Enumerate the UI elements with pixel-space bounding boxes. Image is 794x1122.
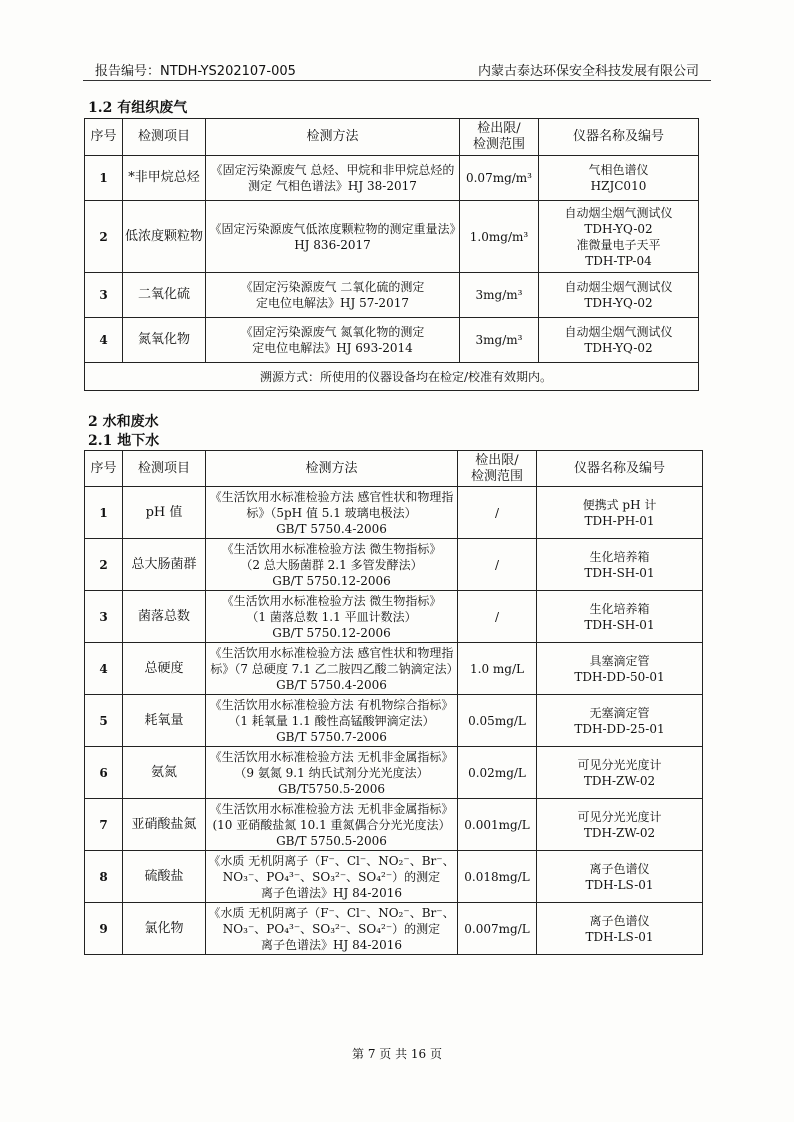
column-header: 仪器名称及编号 xyxy=(539,119,699,156)
test-method: 《水质 无机阴离子（F⁻、Cl⁻、NO₂⁻、Br⁻、NO₃⁻、PO₄³⁻、SO₃²⁻、SO₄²⁻）的测定 离子色谱法》HJ 84-2016 xyxy=(206,851,458,903)
test-item: 氯化物 xyxy=(123,903,206,955)
detection-limit: 0.007mg/L xyxy=(458,903,537,955)
row-number: 6 xyxy=(85,747,123,799)
instrument: 自动烟尘烟气测试仪 TDH-YQ-02 xyxy=(539,318,699,363)
table-row xyxy=(85,487,703,539)
table-row xyxy=(85,273,699,318)
instrument: 离子色谱仪 TDH-LS-01 xyxy=(537,851,703,903)
company-name: 内蒙古泰达环保安全科技发展有限公司 xyxy=(477,64,699,79)
page-number: 第 7 页 共 16 页 xyxy=(352,1047,442,1061)
table-row xyxy=(85,201,699,273)
table-row xyxy=(85,747,703,799)
row-number: 2 xyxy=(85,539,123,591)
detection-limit: / xyxy=(458,591,537,643)
row-number: 5 xyxy=(85,695,123,747)
section-title-groundwater: 2.1 地下水 xyxy=(88,433,160,449)
test-item: 氨氮 xyxy=(123,747,206,799)
test-method: 《固定污染源废气低浓度颗粒物的测定重量法》HJ 836-2017 xyxy=(206,201,460,273)
section-title-water: 2 水和废水 xyxy=(88,414,159,430)
column-header: 检测项目 xyxy=(123,451,206,487)
instrument: 自动烟尘烟气测试仪 TDH-YQ-02 xyxy=(539,273,699,318)
instrument: 气相色谱仪 HZJC010 xyxy=(539,156,699,201)
row-number: 3 xyxy=(85,273,123,318)
column-header: 序号 xyxy=(85,119,123,156)
test-method: 《生活饮用水标准检验方法 有机物综合指标》（1 耗氧量 1.1 酸性高锰酸钾滴定法） GB/T 5750.7-2006 xyxy=(206,695,458,747)
table-row xyxy=(85,903,703,955)
detection-limit: 1.0mg/m³ xyxy=(460,201,539,273)
test-method: 《生活饮用水标准检验方法 无机非金属指标》（9 氨氮 9.1 纳氏试剂分光光度法） GB/T5750.5-2006 xyxy=(206,747,458,799)
column-header: 序号 xyxy=(85,451,123,487)
page-header xyxy=(83,58,711,81)
traceability-note: 溯源方式：所使用的仪器设备均在检定/校准有效期内。 xyxy=(85,363,699,391)
table-header-row xyxy=(85,119,699,156)
column-header: 检测项目 xyxy=(123,119,206,156)
row-number: 7 xyxy=(85,799,123,851)
test-item: 氮氧化物 xyxy=(123,318,206,363)
instrument: 自动烟尘烟气测试仪 TDH-YQ-02 准微量电子天平 TDH-TP-04 xyxy=(539,201,699,273)
table-row xyxy=(85,695,703,747)
test-item: pH 值 xyxy=(123,487,206,539)
test-item: 总大肠菌群 xyxy=(123,539,206,591)
detection-limit: 0.001mg/L xyxy=(458,799,537,851)
row-number: 4 xyxy=(85,643,123,695)
table-row xyxy=(85,156,699,201)
column-header: 检测方法 xyxy=(206,451,458,487)
table-row xyxy=(85,643,703,695)
instrument: 便携式 pH 计 TDH-PH-01 xyxy=(537,487,703,539)
test-method: 《生活饮用水标准检验方法 无机非金属指标》(10 亚硝酸盐氮 10.1 重氮偶合分光光度法）GB/T 5750.5-2006 xyxy=(206,799,458,851)
instrument: 生化培养箱 TDH-SH-01 xyxy=(537,591,703,643)
test-item: 硫酸盐 xyxy=(123,851,206,903)
table-header-row xyxy=(85,451,703,487)
table-row xyxy=(85,539,703,591)
organized-exhaust-table xyxy=(84,118,699,391)
traceability-row xyxy=(85,363,699,391)
detection-limit: 1.0 mg/L xyxy=(458,643,537,695)
row-number: 3 xyxy=(85,591,123,643)
groundwater-table xyxy=(84,450,703,955)
test-item: 亚硝酸盐氮 xyxy=(123,799,206,851)
instrument: 可见分光光度计 TDH-ZW-02 xyxy=(537,747,703,799)
row-number: 8 xyxy=(85,851,123,903)
row-number: 4 xyxy=(85,318,123,363)
column-header: 检出限/ 检测范围 xyxy=(458,451,537,487)
detection-limit: / xyxy=(458,487,537,539)
column-header: 检出限/ 检测范围 xyxy=(460,119,539,156)
section-title-organized-exhaust: 1.2 有组织废气 xyxy=(88,100,188,116)
column-header: 仪器名称及编号 xyxy=(537,451,703,487)
table-row xyxy=(85,318,699,363)
detection-limit: 0.018mg/L xyxy=(458,851,537,903)
test-item: *非甲烷总烃 xyxy=(123,156,206,201)
test-method: 《生活饮用水标准检验方法 微生物指标》 （1 菌落总数 1.1 平皿计数法） GB/T 5750.12-2006 xyxy=(206,591,458,643)
test-method: 《固定污染源废气 总烃、甲烷和非甲烷总烃的测定 气相色谱法》HJ 38-2017 xyxy=(206,156,460,201)
test-method: 《生活饮用水标准检验方法 微生物指标》 （2 总大肠菌群 2.1 多管发酵法） GB/T 5750.12-2006 xyxy=(206,539,458,591)
instrument: 离子色谱仪 TDH-LS-01 xyxy=(537,903,703,955)
table-row xyxy=(85,591,703,643)
row-number: 1 xyxy=(85,156,123,201)
instrument: 无塞滴定管 TDH-DD-25-01 xyxy=(537,695,703,747)
instrument: 具塞滴定管 TDH-DD-50-01 xyxy=(537,643,703,695)
test-method: 《生活饮用水标准检验方法 感官性状和物理指标》（5pH 值 5.1 玻璃电极法） GB/T 5750.4-2006 xyxy=(206,487,458,539)
detection-limit: 3mg/m³ xyxy=(460,273,539,318)
table-row xyxy=(85,799,703,851)
detection-limit: 0.02mg/L xyxy=(458,747,537,799)
test-method: 《水质 无机阴离子（F⁻、Cl⁻、NO₂⁻、Br⁻、NO₃⁻、PO₄³⁻、SO₃²⁻、SO₄²⁻）的测定 离子色谱法》HJ 84-2016 xyxy=(206,903,458,955)
detection-limit: 0.05mg/L xyxy=(458,695,537,747)
instrument: 生化培养箱 TDH-SH-01 xyxy=(537,539,703,591)
test-item: 低浓度颗粒物 xyxy=(123,201,206,273)
detection-limit: 3mg/m³ xyxy=(460,318,539,363)
test-item: 耗氧量 xyxy=(123,695,206,747)
report-number: 报告编号：NTDH-YS202107-005 xyxy=(95,64,296,79)
test-item: 二氧化硫 xyxy=(123,273,206,318)
instrument: 可见分光光度计 TDH-ZW-02 xyxy=(537,799,703,851)
test-method: 《固定污染源废气 二氧化硫的测定 定电位电解法》HJ 57-2017 xyxy=(206,273,460,318)
table-row xyxy=(85,851,703,903)
row-number: 2 xyxy=(85,201,123,273)
test-item: 菌落总数 xyxy=(123,591,206,643)
test-method: 《生活饮用水标准检验方法 感官性状和物理指标》（7 总硬度 7.1 乙二胺四乙酸二钠滴定法）GB/T 5750.4-2006 xyxy=(206,643,458,695)
row-number: 9 xyxy=(85,903,123,955)
detection-limit: 0.07mg/m³ xyxy=(460,156,539,201)
row-number: 1 xyxy=(85,487,123,539)
test-item: 总硬度 xyxy=(123,643,206,695)
detection-limit: / xyxy=(458,539,537,591)
test-method: 《固定污染源废气 氮氧化物的测定 定电位电解法》HJ 693-2014 xyxy=(206,318,460,363)
column-header: 检测方法 xyxy=(206,119,460,156)
